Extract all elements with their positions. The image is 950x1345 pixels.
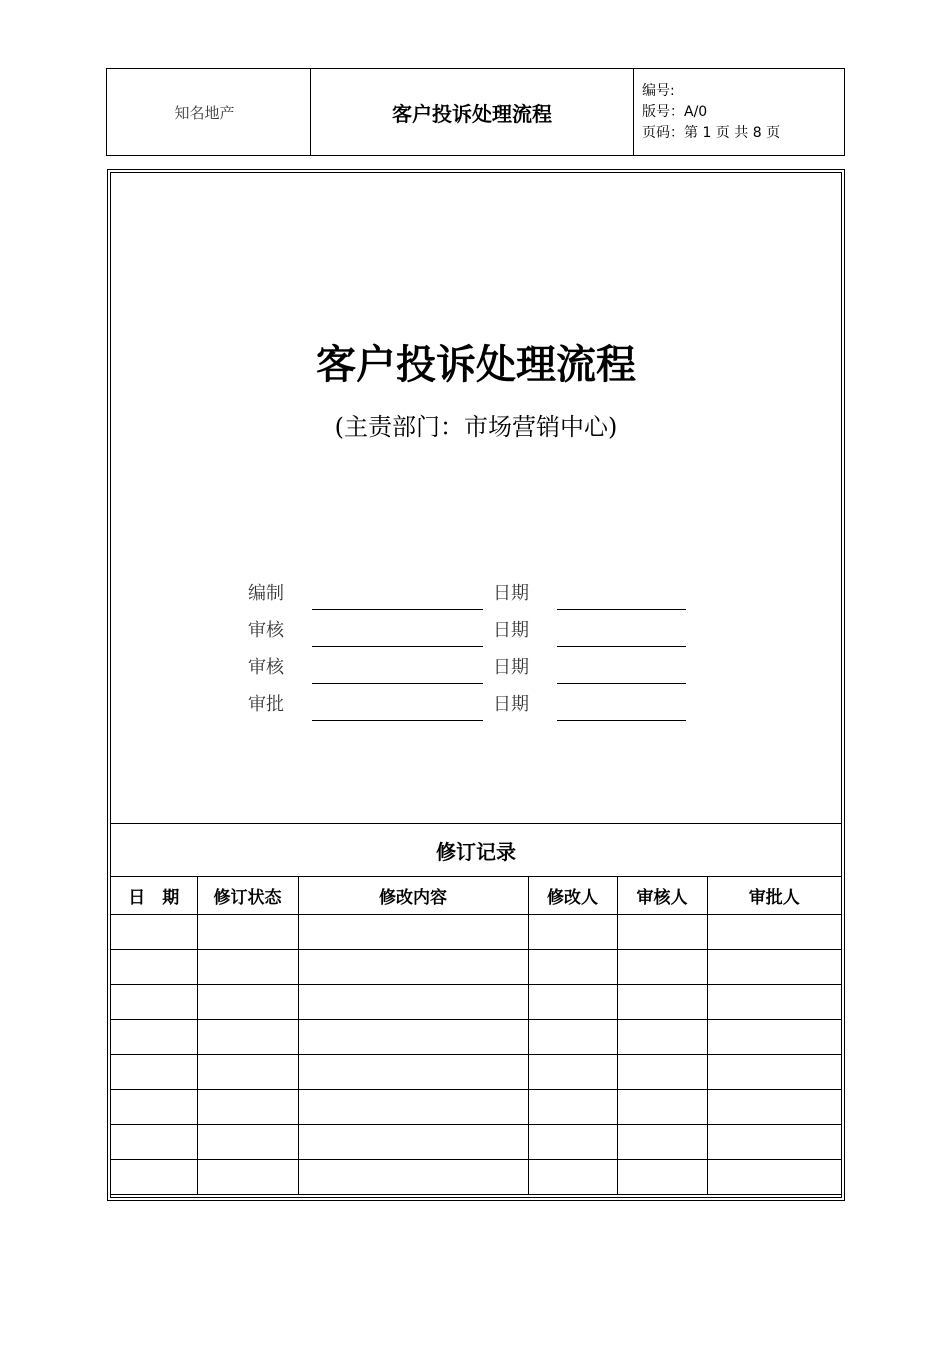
table-cell[interactable]: [617, 950, 707, 985]
table-cell[interactable]: [298, 1090, 528, 1125]
signature-label: 编制: [248, 583, 284, 604]
table-row: [111, 1160, 841, 1195]
table-cell[interactable]: [111, 985, 197, 1020]
table-cell[interactable]: [197, 1125, 298, 1160]
revision-table: [111, 824, 841, 1195]
document-meta: [634, 69, 845, 156]
revision-title: 修订记录: [111, 824, 841, 877]
table-cell[interactable]: [298, 1125, 528, 1160]
table-cell[interactable]: [298, 1055, 528, 1090]
table-cell[interactable]: [111, 1020, 197, 1055]
table-cell[interactable]: [298, 985, 528, 1020]
date-line[interactable]: [557, 609, 686, 610]
table-cell[interactable]: [617, 1055, 707, 1090]
table-cell[interactable]: [707, 1020, 841, 1055]
table-row: [111, 1125, 841, 1160]
table-cell[interactable]: [298, 950, 528, 985]
table-cell[interactable]: [707, 985, 841, 1020]
signature-line[interactable]: [312, 646, 483, 647]
table-cell[interactable]: [298, 1020, 528, 1055]
table-cell[interactable]: [111, 1090, 197, 1125]
table-row: [111, 950, 841, 985]
table-row: [111, 1090, 841, 1125]
signature-line[interactable]: [312, 609, 483, 610]
table-cell[interactable]: [528, 950, 617, 985]
signature-row: [111, 649, 841, 679]
table-cell[interactable]: [111, 915, 197, 950]
table-cell[interactable]: [197, 1055, 298, 1090]
table-cell[interactable]: [528, 1020, 617, 1055]
table-cell[interactable]: [707, 950, 841, 985]
table-cell[interactable]: [528, 915, 617, 950]
table-cell[interactable]: [707, 1055, 841, 1090]
signature-label: 审核: [248, 657, 284, 678]
date-label: 日期: [493, 620, 529, 641]
document-frame: [110, 172, 842, 1198]
cover-section: [111, 173, 841, 824]
signature-row: [111, 612, 841, 642]
cover-subtitle: (主责部门：市场营销中心): [334, 413, 618, 441]
table-row: [111, 1055, 841, 1090]
table-cell[interactable]: [111, 1125, 197, 1160]
table-cell[interactable]: [298, 1160, 528, 1195]
column-header-status: 修订状态: [197, 877, 298, 915]
table-cell[interactable]: [528, 1090, 617, 1125]
date-line[interactable]: [557, 683, 686, 684]
table-cell[interactable]: [197, 985, 298, 1020]
signature-line[interactable]: [312, 720, 483, 721]
column-header-reviewer: 审核人: [617, 877, 707, 915]
table-cell[interactable]: [617, 915, 707, 950]
signature-label: 审核: [248, 620, 284, 641]
column-header-date: 日 期: [111, 877, 197, 915]
table-cell[interactable]: [707, 1090, 841, 1125]
date-label: 日期: [493, 657, 529, 678]
table-cell[interactable]: [707, 1160, 841, 1195]
version-number: 版号：A/0: [642, 103, 708, 120]
table-row: [111, 915, 841, 950]
table-cell[interactable]: [528, 1125, 617, 1160]
table-cell[interactable]: [707, 915, 841, 950]
cover-title: 客户投诉处理流程: [316, 341, 636, 388]
column-header-content: 修改内容: [298, 877, 528, 915]
table-cell[interactable]: [197, 1160, 298, 1195]
table-row: [111, 1020, 841, 1055]
table-cell[interactable]: [197, 915, 298, 950]
signature-row: [111, 575, 841, 605]
table-row: [111, 985, 841, 1020]
date-label: 日期: [493, 583, 529, 604]
column-header-modifier: 修改人: [528, 877, 617, 915]
table-cell[interactable]: [197, 1090, 298, 1125]
page-info: 页码：第 1 页 共 8 页: [642, 124, 781, 141]
signature-label: 审批: [248, 694, 284, 715]
column-header-approver: 审批人: [707, 877, 841, 915]
table-cell[interactable]: [111, 950, 197, 985]
table-cell[interactable]: [197, 950, 298, 985]
date-line[interactable]: [557, 646, 686, 647]
table-cell[interactable]: [528, 985, 617, 1020]
table-cell[interactable]: [111, 1160, 197, 1195]
date-label: 日期: [493, 694, 529, 715]
signature-row: [111, 686, 841, 716]
table-cell[interactable]: [617, 1020, 707, 1055]
table-cell[interactable]: [528, 1160, 617, 1195]
table-cell[interactable]: [298, 915, 528, 950]
doc-number: 编号:: [642, 82, 675, 99]
table-cell[interactable]: [528, 1055, 617, 1090]
header-title: 客户投诉处理流程: [311, 69, 634, 156]
table-cell[interactable]: [617, 985, 707, 1020]
table-cell[interactable]: [707, 1125, 841, 1160]
signature-line[interactable]: [312, 683, 483, 684]
table-cell[interactable]: [617, 1160, 707, 1195]
company-name: 知名地产: [107, 69, 311, 156]
table-cell[interactable]: [111, 1055, 197, 1090]
table-cell[interactable]: [617, 1090, 707, 1125]
date-line[interactable]: [557, 720, 686, 721]
document-header: [106, 68, 845, 156]
revision-rows: [111, 915, 841, 1195]
table-cell[interactable]: [617, 1125, 707, 1160]
table-cell[interactable]: [197, 1020, 298, 1055]
